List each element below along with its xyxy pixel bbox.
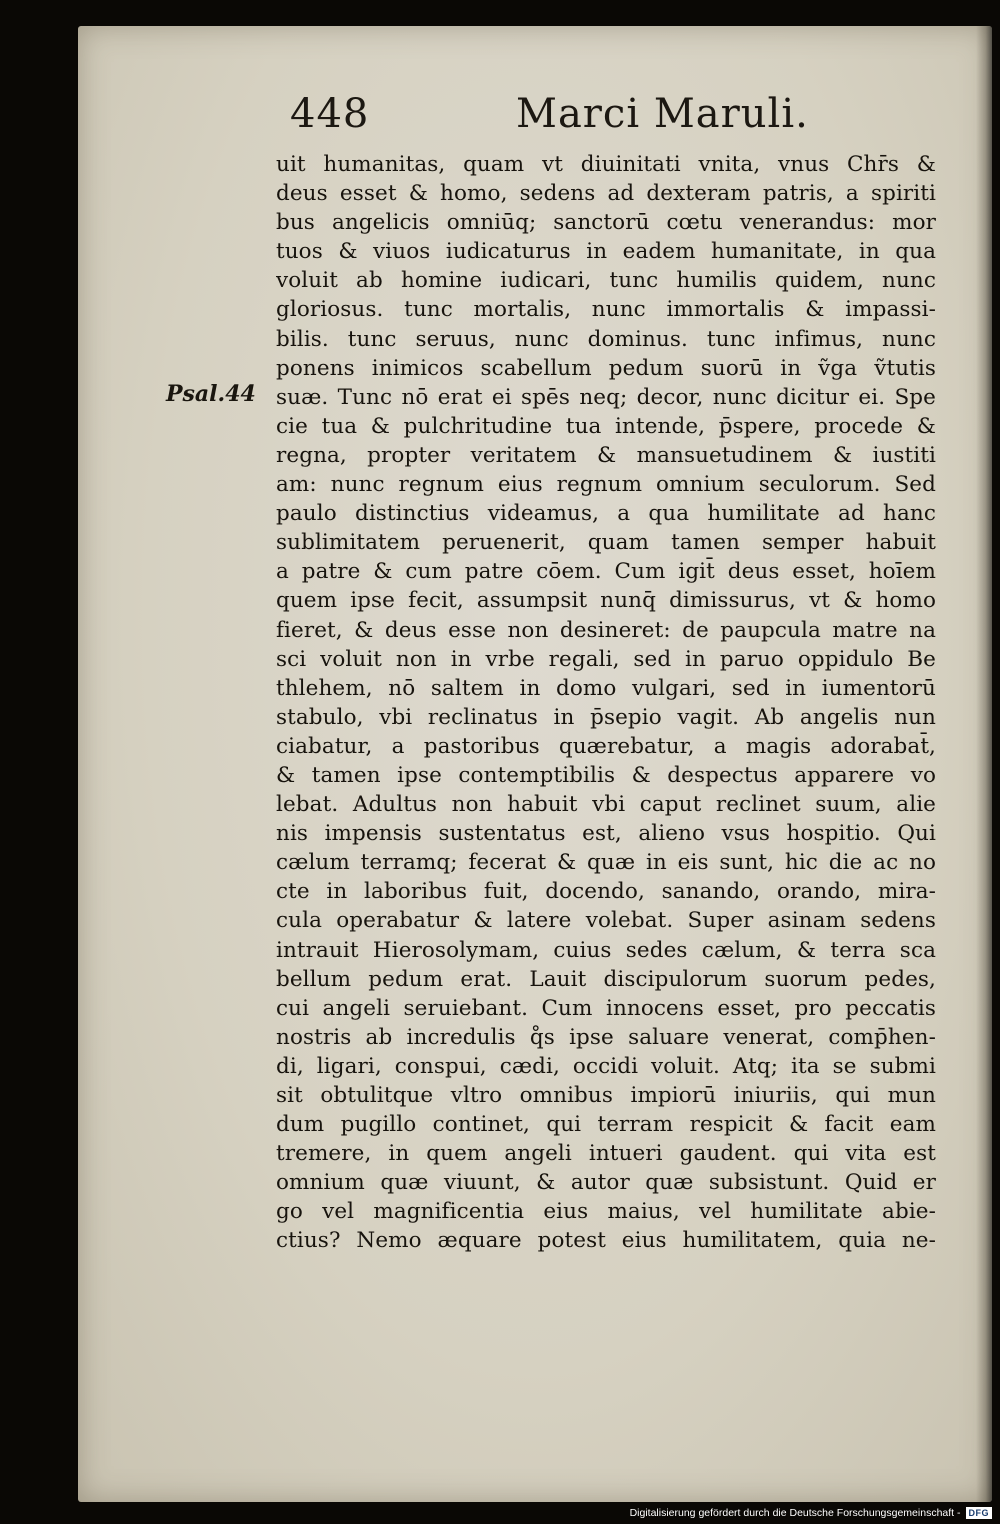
funding-footer	[630, 1506, 992, 1520]
funding-credit: Digitalisierung gefördert durch die Deutsche Forschungsgemeinschaft -	[629, 1507, 961, 1519]
text-line: sublimitatem peruenerit, quam tamen semper habuit	[276, 530, 936, 556]
text-line: tuos & viuos iudicaturus in eadem humanitate, in qua	[276, 239, 936, 265]
text-line: cælum terramq; fecerat & quæ in eis sunt, hic die ac no	[276, 850, 936, 876]
text-line: tremere, in quem angeli intueri gaudent. qui vita est	[276, 1141, 936, 1167]
text-line: cie tua & pulchritudine tua intende, p̄spere, procede &	[276, 413, 936, 439]
text-line: gloriosus. tunc mortalis, nunc immortalis & impassi-	[276, 297, 936, 323]
text-line: cte in laboribus fuit, docendo, sanando, orando, mira-	[276, 879, 936, 905]
text-line: cula operabatur & latere volebat. Super asinam sedens	[276, 908, 936, 934]
text-line: quem ipse fecit, assumpsit nunq̄ dimissurus, vt & homo	[276, 588, 936, 614]
text-line: am: nunc regnum eius regnum omnium seculorum. Sed	[276, 472, 936, 498]
text-line: a patre & cum patre cōem. Cum igit̄ deus esset, hoīem	[276, 559, 936, 585]
text-line: stabulo, vbi reclinatus in p̄sepio vagit. Ab angelis nun	[276, 704, 936, 730]
text-line: lebat. Adultus non habuit vbi caput reclinet suum, alie	[276, 792, 936, 818]
text-line: nostris ab incredulis q̊s ipse saluare venerat, comp̄hen-	[276, 1024, 936, 1050]
text-line: dum pugillo continet, qui terram respicit & facit eam	[276, 1112, 936, 1138]
text-line: deus esset & homo, sedens ad dexteram patris, a spiriti	[276, 181, 936, 207]
text-line: intrauit Hierosolymam, cuius sedes cælum, & terra sca	[276, 937, 936, 963]
text-line: sit obtulitque vltro omnibus impiorū iniuriis, qui mun	[276, 1083, 936, 1108]
text-line: fieret, & deus esse non desineret: de paupcula matre na	[276, 617, 936, 643]
text-line: bellum pedum erat. Lauit discipulorum suorum pedes,	[276, 966, 936, 992]
text-line: cui angeli seruiebant. Cum innocens esset, pro peccatis	[276, 995, 936, 1021]
text-line: thlehem, nō saltem in domo vulgari, sed in iumentorū	[276, 675, 936, 701]
text-line: di, ligari, conspui, cædi, occidi voluit. Atq; ita se submi	[276, 1053, 936, 1079]
page-gutter-shadow	[976, 26, 992, 1502]
text-line: ciabatur, a pastoribus quærebatur, a magis adorabat̄,	[276, 733, 936, 759]
book-page	[78, 26, 992, 1502]
dfg-logo-icon: DFG	[966, 1507, 993, 1519]
body-text	[276, 150, 936, 1256]
marginal-note: Psal.44	[166, 381, 256, 407]
page-number: 448	[290, 91, 370, 137]
text-line: bus angelicis omniūq; sanctorū cœtu venerandus: mor	[276, 210, 936, 236]
text-line: regna, propter veritatem & mansuetudinem & iustiti	[276, 442, 936, 468]
text-line: uit humanitas, quam vt diuinitati vnita, vnus Chr̄s &	[276, 152, 936, 177]
text-line: nis impensis sustentatus est, alieno vsus hospitio. Qui	[276, 821, 936, 847]
text-line: ctius? Nemo æquare potest eius humilitatem, quia ne-	[276, 1228, 936, 1254]
text-line: voluit ab homine iudicari, tunc humilis quidem, nunc	[276, 268, 936, 294]
text-line: bilis. tunc seruus, nunc dominus. tunc infimus, nunc	[276, 326, 936, 352]
text-line: suæ. Tunc nō erat ei spēs neq; decor, nunc dicitur ei. Spe	[276, 384, 936, 410]
text-line: & tamen ipse contemptibilis & despectus apparere vo	[276, 762, 936, 788]
text-line: omnium quæ viuunt, & autor quæ subsistunt. Quid er	[276, 1170, 936, 1196]
text-line: ponens inimicos scabellum pedum suorū in ṽga ṽtutis	[276, 355, 936, 381]
page-header	[290, 90, 990, 138]
text-line: sci voluit non in vrbe regali, sed in paruo oppidulo Be	[276, 646, 936, 672]
text-line: go vel magnificentia eius maius, vel humilitate abie-	[276, 1199, 936, 1225]
text-line: paulo distinctius videamus, a qua humilitate ad hanc	[276, 501, 936, 527]
running-title: Marci Maruli.	[516, 91, 809, 137]
